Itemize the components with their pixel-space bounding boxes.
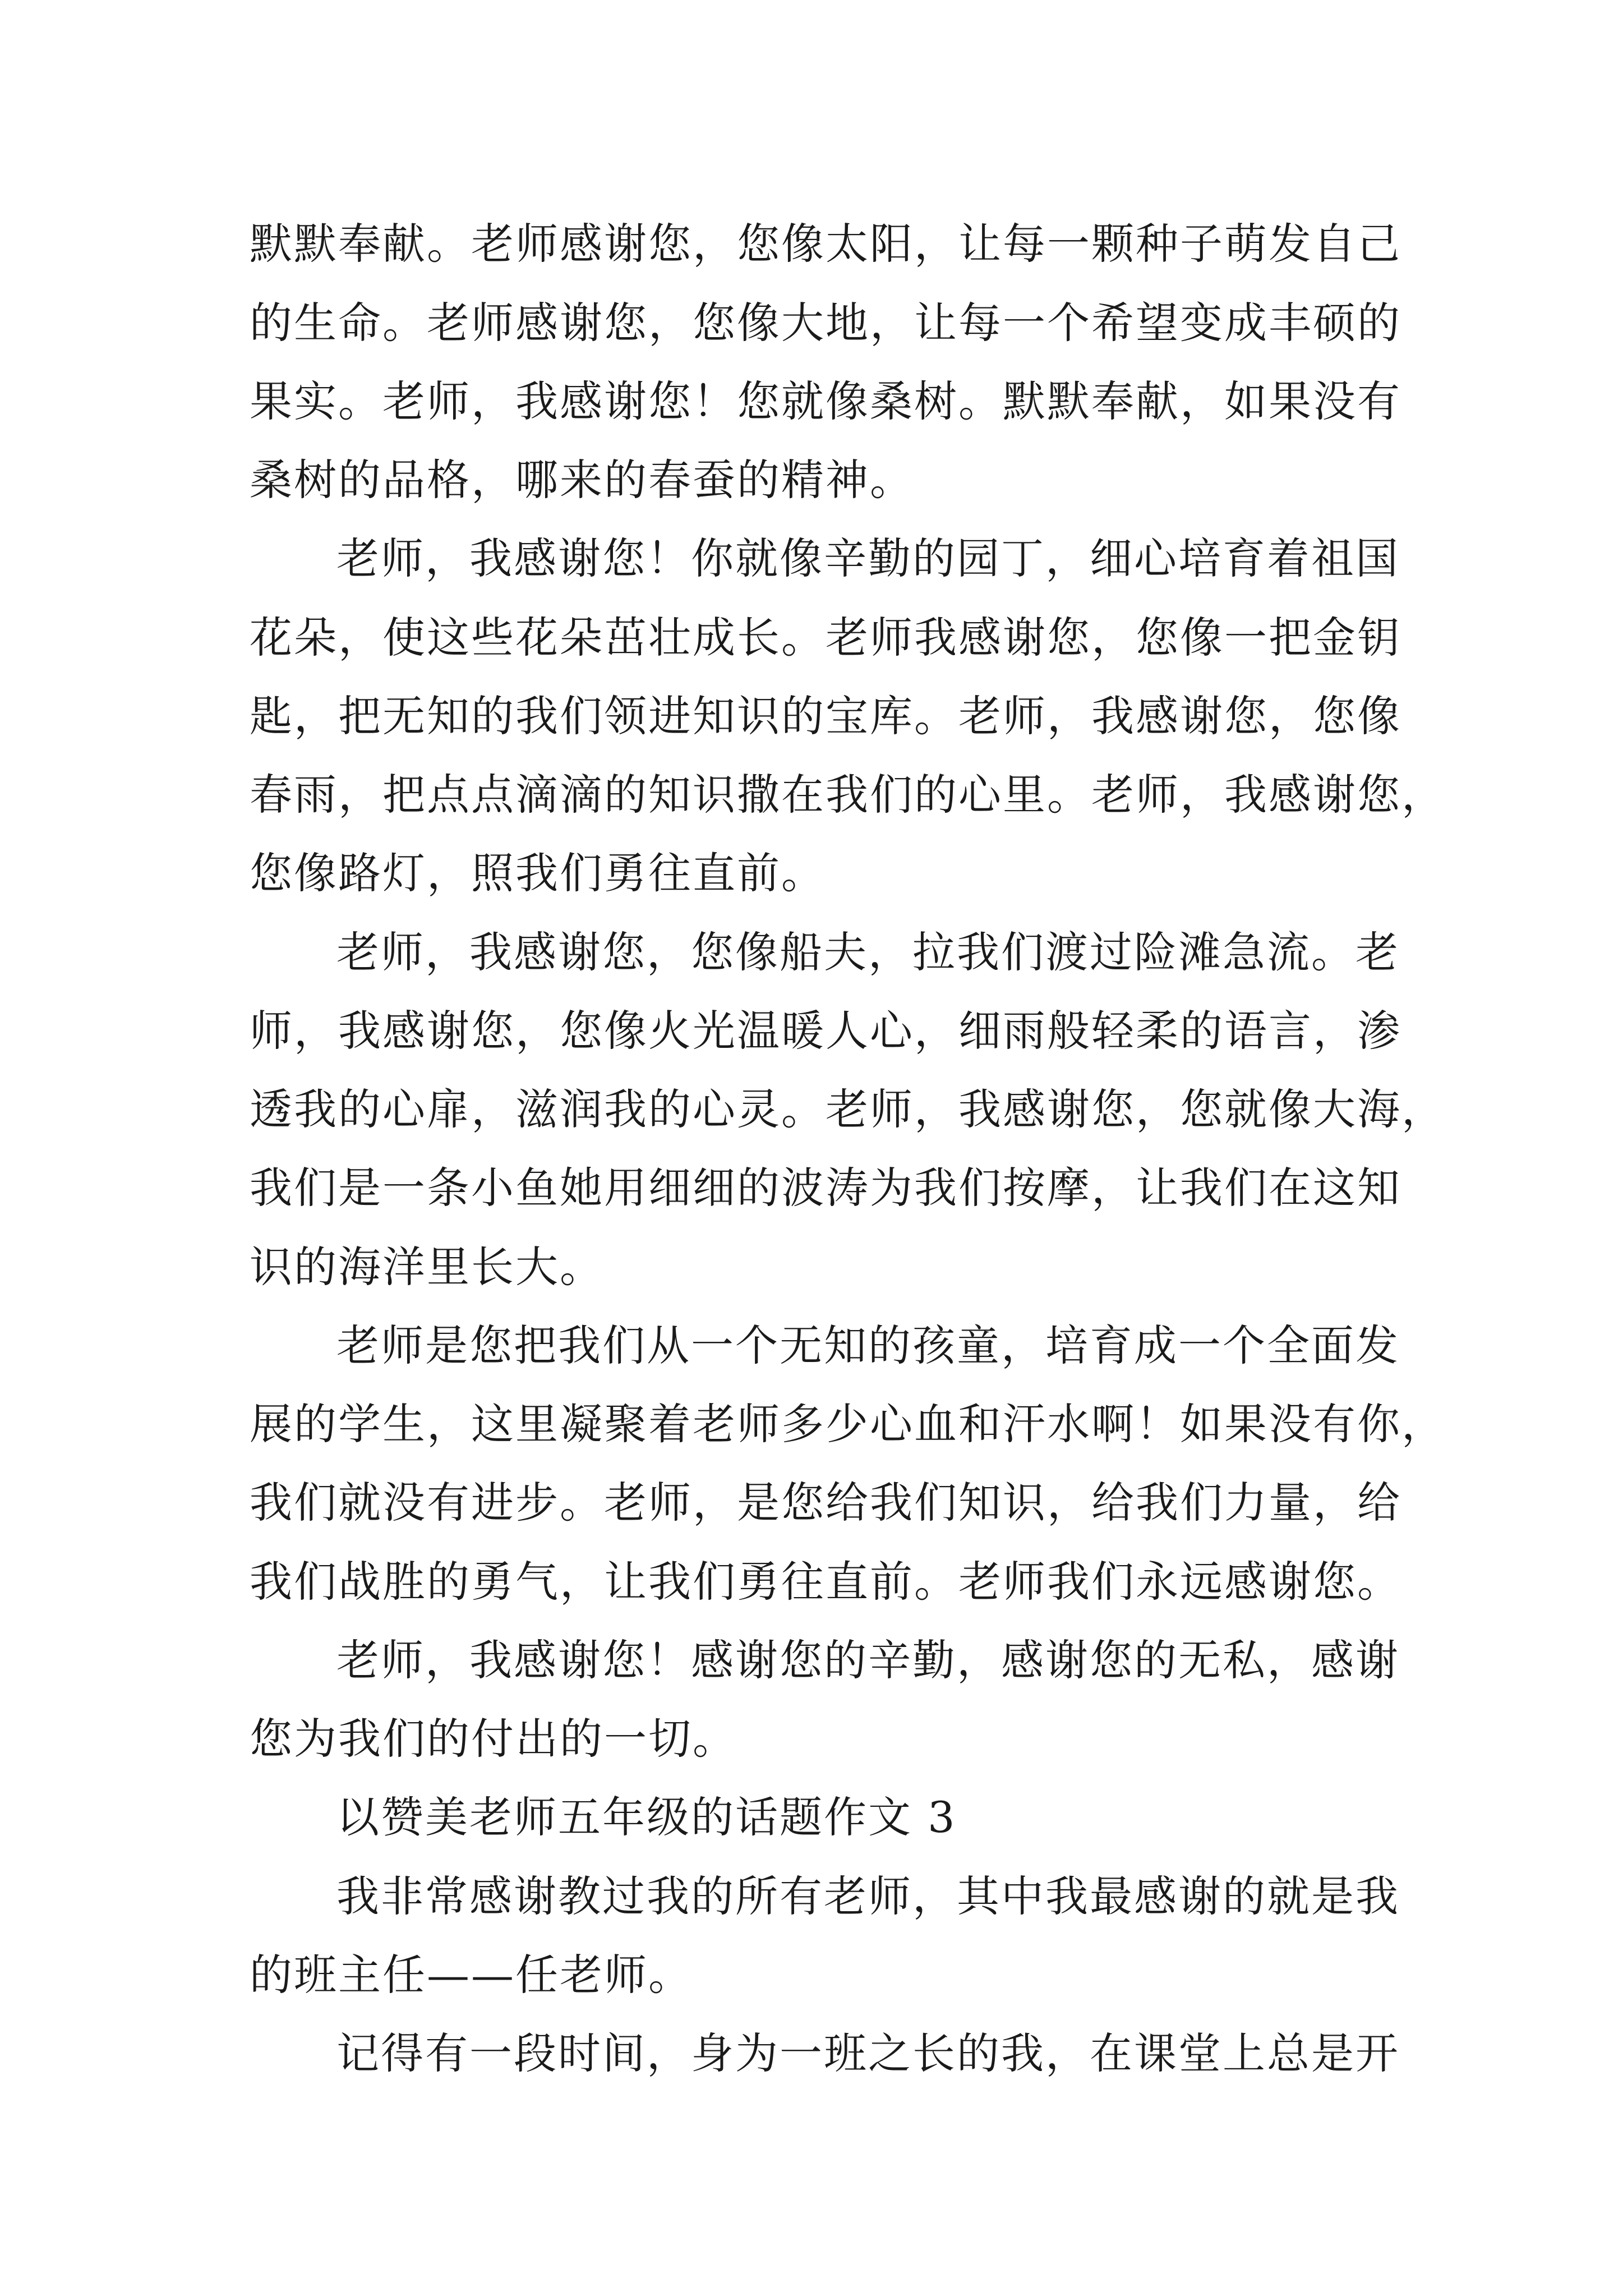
paragraph-first-line: 老师，我感谢您，您像船夫，拉我们渡过险滩急流。老 bbox=[336, 927, 1400, 977]
text-line: 师，我感谢您，您像火光温暖人心，细雨般轻柔的语言，渗 bbox=[250, 1006, 1401, 1056]
text-line: 您为我们的付出的一切。 bbox=[250, 1714, 737, 1764]
text-line: 匙，把无知的我们领进知识的宝库。老师，我感谢您，您像 bbox=[250, 691, 1401, 741]
paragraph-first-line: 老师，我感谢您！你就像辛勤的园丁，细心培育着祖国 bbox=[336, 533, 1400, 583]
paragraph-first-line: 记得有一段时间，身为一班之长的我，在课堂上总是开 bbox=[336, 2028, 1400, 2078]
text-line: 春雨，把点点滴滴的知识撒在我们的心里。老师，我感谢您， bbox=[250, 770, 1446, 820]
text-line: 桑树的品格，哪来的春蚕的精神。 bbox=[250, 455, 914, 505]
text-line: 的生命。老师感谢您，您像大地，让每一个希望变成丰硕的 bbox=[250, 298, 1401, 348]
text-line: 您像路灯，照我们勇往直前。 bbox=[250, 848, 826, 898]
text-line: 花朵，使这些花朵茁壮成长。老师我感谢您，您像一把金钥 bbox=[250, 613, 1401, 662]
text-line: 的班主任——任老师。 bbox=[250, 1950, 693, 2000]
text-line: 我们就没有进步。老师，是您给我们知识，给我们力量，给 bbox=[250, 1478, 1401, 1527]
text-line: 我们战胜的勇气，让我们勇往直前。老师我们永远感谢您。 bbox=[250, 1557, 1401, 1607]
text-line: 果实。老师，我感谢您！您就像桑树。默默奉献，如果没有 bbox=[250, 376, 1401, 426]
text-line: 我们是一条小鱼她用细细的波涛为我们按摩，让我们在这知 bbox=[250, 1163, 1401, 1213]
paragraph-first-line: 我非常感谢教过我的所有老师，其中我最感谢的就是我 bbox=[336, 1871, 1400, 1921]
text-line: 透我的心扉，滋润我的心灵。老师，我感谢您，您就像大海， bbox=[250, 1084, 1446, 1134]
paragraph-first-line: 老师，我感谢您！感谢您的辛勤，感谢您的无私，感谢 bbox=[336, 1635, 1400, 1685]
paragraph-first-line: 老师是您把我们从一个无知的孩童，培育成一个全面发 bbox=[336, 1320, 1400, 1370]
text-line: 识的海洋里长大。 bbox=[250, 1242, 604, 1292]
section-heading: 以赞美老师五年级的话题作文 3 bbox=[336, 1792, 957, 1842]
text-line: 展的学生，这里凝聚着老师多少心血和汗水啊！如果没有你， bbox=[250, 1399, 1446, 1449]
text-line: 默默奉献。老师感谢您，您像太阳，让每一颗种子萌发自己 bbox=[250, 219, 1401, 269]
